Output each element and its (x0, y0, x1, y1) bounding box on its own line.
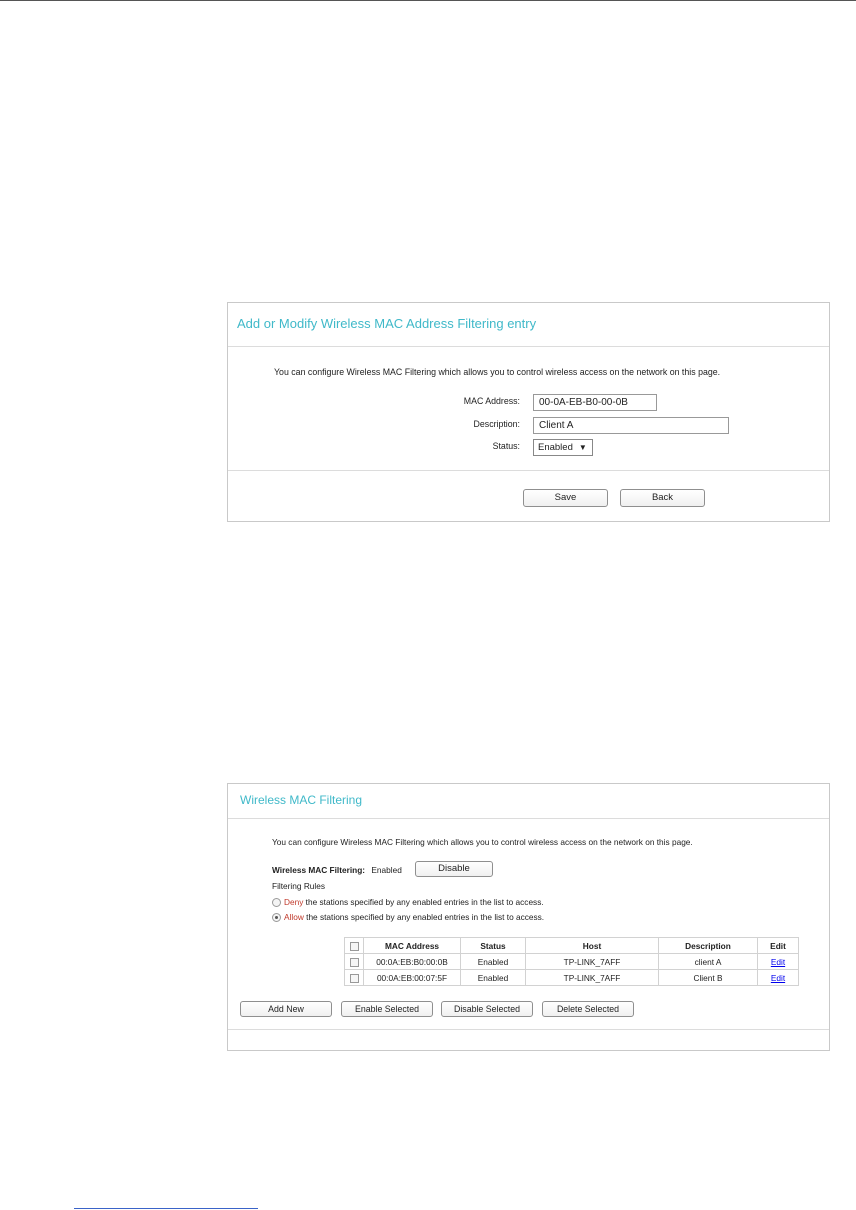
add-modify-mac-filter-panel (227, 302, 830, 522)
divider (228, 346, 829, 347)
chevron-down-icon: ▼ (578, 443, 587, 452)
description-cell: Client B (659, 970, 758, 986)
host-cell: TP-LINK_7AFF (526, 954, 659, 970)
allow-word: Allow (284, 912, 304, 922)
col-description: Description (659, 938, 758, 954)
edit-cell (758, 970, 799, 986)
table-row (345, 954, 799, 970)
col-mac-address: MAC Address (364, 938, 461, 954)
row-checkbox[interactable] (350, 958, 359, 967)
select-all-cell (345, 938, 364, 954)
allow-rest: the stations specified by any enabled entries in the list to access. (303, 912, 545, 922)
deny-rule-text (284, 897, 544, 907)
mac-address-cell: 00:0A:EB:00:07:5F (364, 970, 461, 986)
edit-cell (758, 954, 799, 970)
filtering-value: Enabled (371, 865, 402, 875)
status-selected-value: Enabled (538, 442, 573, 453)
delete-selected-button[interactable]: Delete Selected (542, 1001, 634, 1017)
add-new-button[interactable]: Add New (240, 1001, 332, 1017)
col-edit: Edit (758, 938, 799, 954)
disable-button[interactable]: Disable (415, 861, 493, 877)
edit-link[interactable]: Edit (770, 956, 786, 967)
filtering-label: Wireless MAC Filtering: (272, 865, 366, 875)
row-select-cell (345, 954, 364, 970)
status-select[interactable] (533, 439, 593, 456)
description-cell: client A (659, 954, 758, 970)
mac-address-cell: 00:0A:EB:B0:00:0B (364, 954, 461, 970)
mac-address-input[interactable] (533, 394, 657, 411)
filtering-status-row (272, 865, 402, 875)
divider (228, 1029, 829, 1030)
panel-title: Add or Modify Wireless MAC Address Filtering entry (237, 316, 537, 331)
back-button[interactable]: Back (620, 489, 705, 507)
host-cell: TP-LINK_7AFF (526, 970, 659, 986)
description-label: Description: (473, 419, 520, 429)
status-label: Status: (492, 441, 520, 451)
allow-rule-text (284, 912, 544, 922)
table-header-row (345, 938, 799, 954)
divider (228, 818, 829, 819)
status-cell: Enabled (461, 970, 526, 986)
disable-selected-button[interactable]: Disable Selected (441, 1001, 533, 1017)
col-status: Status (461, 938, 526, 954)
select-all-checkbox[interactable] (350, 942, 359, 951)
allow-radio[interactable] (272, 913, 281, 922)
deny-word: Deny (284, 897, 304, 907)
deny-radio[interactable] (272, 898, 281, 907)
page-top-rule (0, 0, 856, 1)
footer-link-underline (74, 1208, 258, 1209)
intro-text: You can configure Wireless MAC Filtering which allows you to control wireless access on the network on this page. (274, 367, 721, 377)
description-input[interactable] (533, 417, 729, 434)
status-cell: Enabled (461, 954, 526, 970)
row-checkbox[interactable] (350, 974, 359, 983)
save-button[interactable]: Save (523, 489, 608, 507)
mac-filter-table (344, 937, 799, 986)
filtering-rules-label: Filtering Rules (272, 881, 326, 891)
enable-selected-button[interactable]: Enable Selected (341, 1001, 433, 1017)
col-host: Host (526, 938, 659, 954)
edit-link[interactable]: Edit (770, 972, 786, 983)
row-select-cell (345, 970, 364, 986)
wireless-mac-filtering-panel (227, 783, 830, 1051)
mac-address-label: MAC Address: (463, 396, 520, 406)
deny-rest: the stations specified by any enabled entries in the list to access. (303, 897, 544, 907)
table-row (345, 970, 799, 986)
intro-text: You can configure Wireless MAC Filtering which allows you to control wireless access on the network on this page. (272, 837, 693, 847)
panel-title: Wireless MAC Filtering (240, 793, 363, 807)
divider (228, 470, 829, 471)
